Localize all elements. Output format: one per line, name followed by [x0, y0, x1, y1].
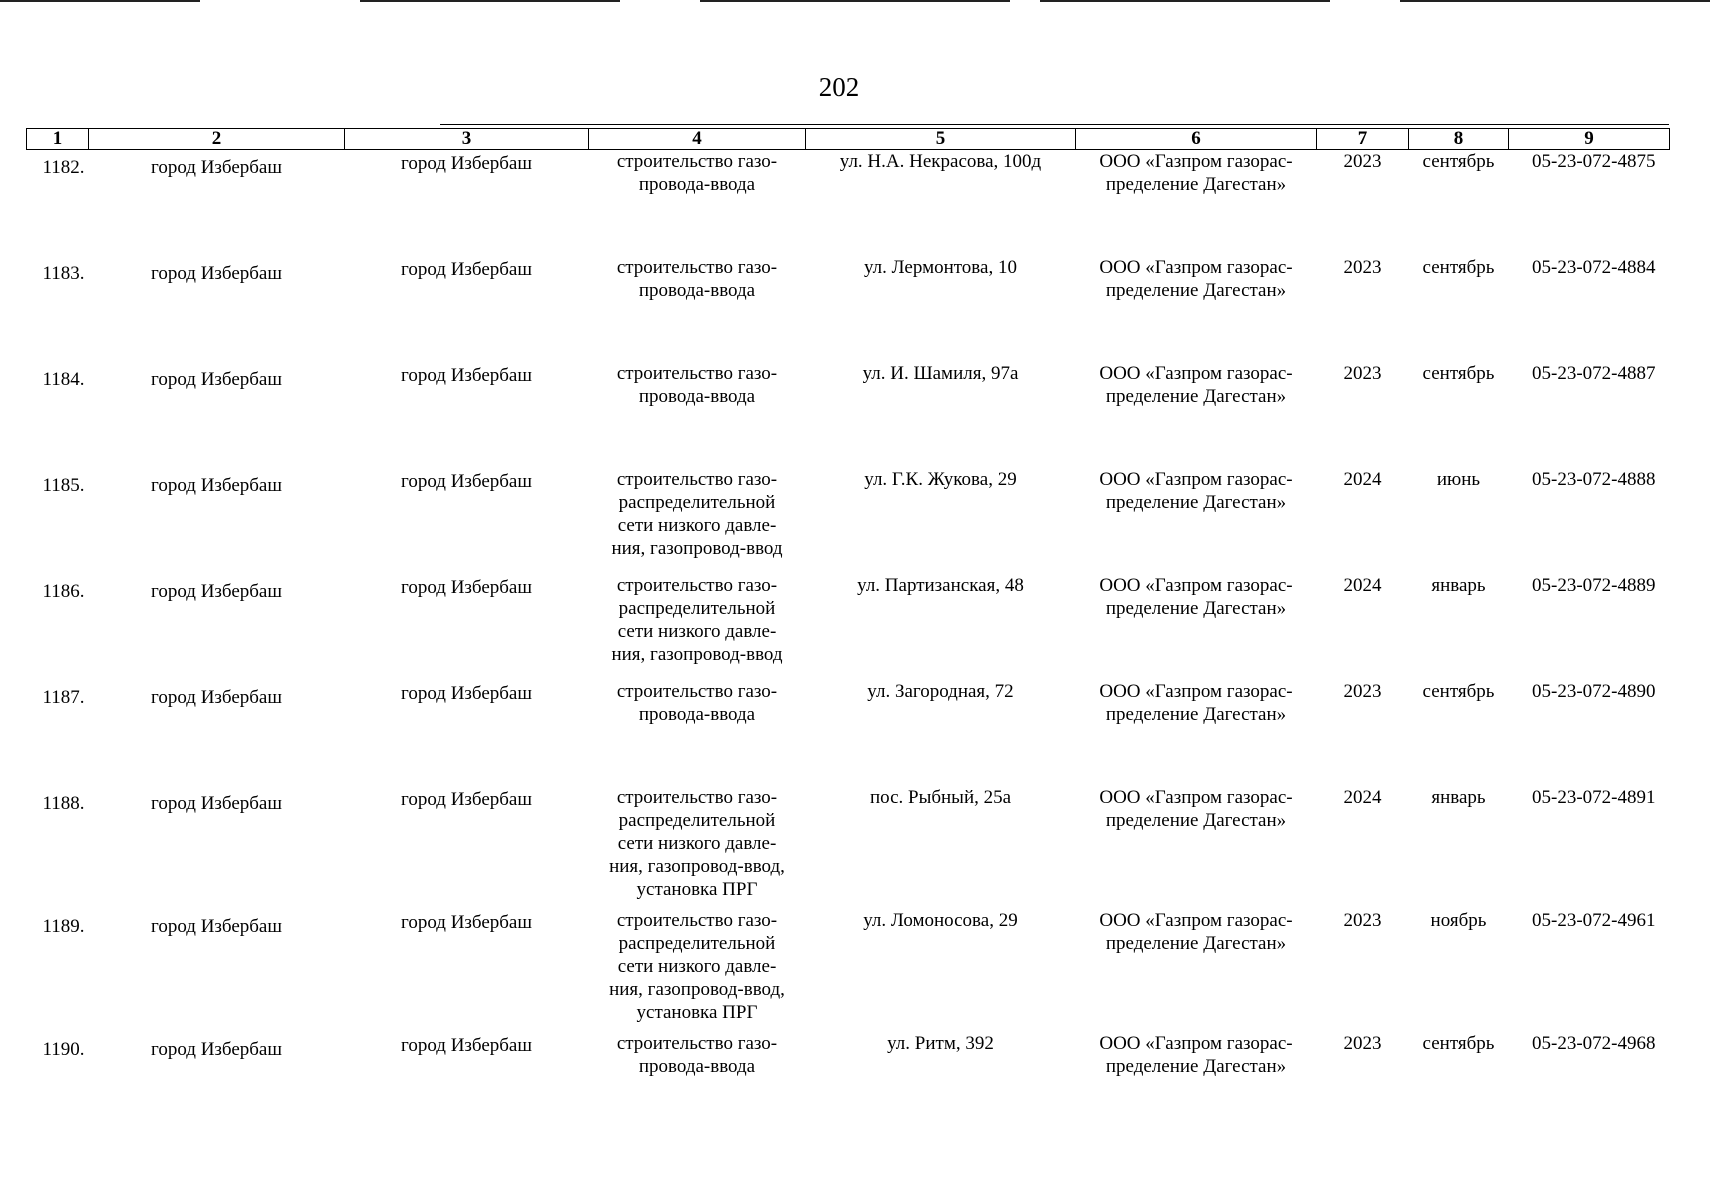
month-cell: январь — [1431, 787, 1486, 808]
table-row — [27, 256, 1670, 362]
table-row — [27, 680, 1670, 786]
settlement-cell: город Избербаш — [401, 153, 532, 174]
column-header: 3 — [345, 129, 589, 150]
column-header: 1 — [27, 129, 89, 150]
registry-code-cell: 05-23-072-4884 — [1532, 257, 1656, 278]
year-cell: 2023 — [1343, 363, 1382, 384]
work-type-cell: строительство газо- провода-ввода — [616, 363, 778, 407]
work-type-cell: строительство газо- распределительной сети низкого давле- ния, газопровод-ввод, установка ПРГ — [609, 910, 785, 1023]
work-type-cell: строительство газо- провода-ввода — [616, 151, 778, 195]
work-type-cell: строительство газо- распределительной сети низкого давле- ния, газопровод-ввод — [611, 469, 783, 559]
year-cell: 2023 — [1343, 1033, 1382, 1054]
settlement-cell: город Избербаш — [401, 912, 532, 933]
district-cell: город Избербаш — [151, 793, 282, 814]
settlement-cell: город Избербаш — [401, 471, 532, 492]
district-cell: город Избербаш — [151, 369, 282, 390]
address-cell: ул. И. Шамиля, 97а — [862, 363, 1019, 384]
month-cell: ноябрь — [1430, 910, 1487, 931]
table-row — [27, 362, 1670, 468]
year-cell: 2023 — [1343, 151, 1382, 172]
row-number: 1183. — [42, 263, 85, 284]
year-cell: 2023 — [1343, 910, 1382, 931]
address-cell: ул. Ритм, 392 — [887, 1033, 994, 1054]
column-header: 5 — [806, 129, 1076, 150]
district-cell: город Избербаш — [151, 581, 282, 602]
column-header: 2 — [89, 129, 345, 150]
table-row — [27, 468, 1670, 574]
work-type-cell: строительство газо- провода-ввода — [616, 257, 778, 301]
organization-cell: ООО «Газпром газорас- пределение Дагестан» — [1099, 1033, 1293, 1077]
address-cell: ул. Партизанская, 48 — [857, 575, 1024, 596]
registry-code-cell: 05-23-072-4891 — [1532, 787, 1656, 808]
scan-edge-line — [0, 0, 200, 2]
registry-code-cell: 05-23-072-4888 — [1532, 469, 1656, 490]
address-cell: ул. Лермонтова, 10 — [864, 257, 1017, 278]
address-cell: ул. Загородная, 72 — [867, 681, 1014, 702]
settlement-cell: город Избербаш — [401, 577, 532, 598]
table-row — [27, 786, 1670, 909]
year-cell: 2023 — [1343, 681, 1382, 702]
district-cell: город Избербаш — [151, 263, 282, 284]
work-type-cell: строительство газо- провода-ввода — [616, 1033, 778, 1077]
row-number: 1185. — [42, 475, 85, 496]
column-number-header-row — [27, 129, 1670, 150]
settlement-cell: город Избербаш — [401, 789, 532, 810]
row-number: 1187. — [42, 687, 85, 708]
column-header: 4 — [589, 129, 806, 150]
year-cell: 2024 — [1343, 469, 1382, 490]
address-cell: ул. Г.К. Жукова, 29 — [864, 469, 1017, 490]
registry-code-cell: 05-23-072-4968 — [1532, 1033, 1656, 1054]
district-cell: город Избербаш — [151, 916, 282, 937]
settlement-cell: город Избербаш — [401, 1035, 532, 1056]
organization-cell: ООО «Газпром газорас- пределение Дагестан» — [1099, 787, 1293, 831]
organization-cell: ООО «Газпром газорас- пределение Дагестан» — [1099, 575, 1293, 619]
construction-objects-table — [26, 128, 1670, 1138]
page-number: 202 — [818, 72, 860, 102]
year-cell: 2024 — [1343, 787, 1382, 808]
district-cell: город Избербаш — [151, 475, 282, 496]
address-cell: ул. Н.А. Некрасова, 100д — [839, 151, 1042, 172]
scan-edge-line — [1400, 0, 1710, 2]
address-cell: пос. Рыбный, 25а — [869, 787, 1012, 808]
registry-code-cell: 05-23-072-4961 — [1532, 910, 1656, 931]
column-header: 7 — [1317, 129, 1409, 150]
month-cell: сентябрь — [1422, 257, 1495, 278]
month-cell: сентябрь — [1422, 363, 1495, 384]
column-header: 9 — [1509, 129, 1670, 150]
district-cell: город Избербаш — [151, 1039, 282, 1060]
district-cell: город Избербаш — [151, 157, 282, 178]
table-row — [27, 909, 1670, 1032]
organization-cell: ООО «Газпром газорас- пределение Дагестан» — [1099, 151, 1293, 195]
document-table-container — [26, 128, 1669, 1138]
row-number: 1186. — [42, 581, 85, 602]
work-type-cell: строительство газо- распределительной сети низкого давле- ния, газопровод-ввод, установка ПРГ — [609, 787, 785, 900]
work-type-cell: строительство газо- распределительной сети низкого давле- ния, газопровод-ввод — [611, 575, 783, 665]
row-number: 1188. — [42, 793, 85, 814]
month-cell: январь — [1431, 575, 1486, 596]
registry-code-cell: 05-23-072-4890 — [1532, 681, 1656, 702]
settlement-cell: город Избербаш — [401, 259, 532, 280]
organization-cell: ООО «Газпром газорас- пределение Дагестан» — [1099, 257, 1293, 301]
year-cell: 2024 — [1343, 575, 1382, 596]
column-header: 8 — [1409, 129, 1509, 150]
month-cell: сентябрь — [1422, 1033, 1495, 1054]
row-number: 1190. — [42, 1039, 85, 1060]
month-cell: сентябрь — [1422, 681, 1495, 702]
registry-code-cell: 05-23-072-4889 — [1532, 575, 1656, 596]
scan-edge-line — [1040, 0, 1330, 2]
work-type-cell: строительство газо- провода-ввода — [616, 681, 778, 725]
scan-edge-line — [700, 0, 1010, 2]
registry-code-cell: 05-23-072-4875 — [1532, 151, 1656, 172]
organization-cell: ООО «Газпром газорас- пределение Дагестан» — [1099, 681, 1293, 725]
row-number: 1189. — [42, 916, 85, 937]
table-row — [27, 574, 1670, 680]
month-cell: июнь — [1436, 469, 1481, 490]
table-top-rule — [440, 124, 1669, 125]
district-cell: город Избербаш — [151, 687, 282, 708]
organization-cell: ООО «Газпром газорас- пределение Дагестан» — [1099, 363, 1293, 407]
table-row — [27, 150, 1670, 257]
registry-code-cell: 05-23-072-4887 — [1532, 363, 1656, 384]
settlement-cell: город Избербаш — [401, 683, 532, 704]
table-body — [27, 150, 1670, 1139]
year-cell: 2023 — [1343, 257, 1382, 278]
organization-cell: ООО «Газпром газорас- пределение Дагестан» — [1099, 469, 1293, 513]
row-number: 1184. — [42, 369, 85, 390]
column-header: 6 — [1076, 129, 1317, 150]
row-number: 1182. — [42, 157, 85, 178]
month-cell: сентябрь — [1422, 151, 1495, 172]
scan-edge-line — [360, 0, 620, 2]
settlement-cell: город Избербаш — [401, 365, 532, 386]
address-cell: ул. Ломоносова, 29 — [863, 910, 1018, 931]
table-row — [27, 1032, 1670, 1138]
organization-cell: ООО «Газпром газорас- пределение Дагестан» — [1099, 910, 1293, 954]
